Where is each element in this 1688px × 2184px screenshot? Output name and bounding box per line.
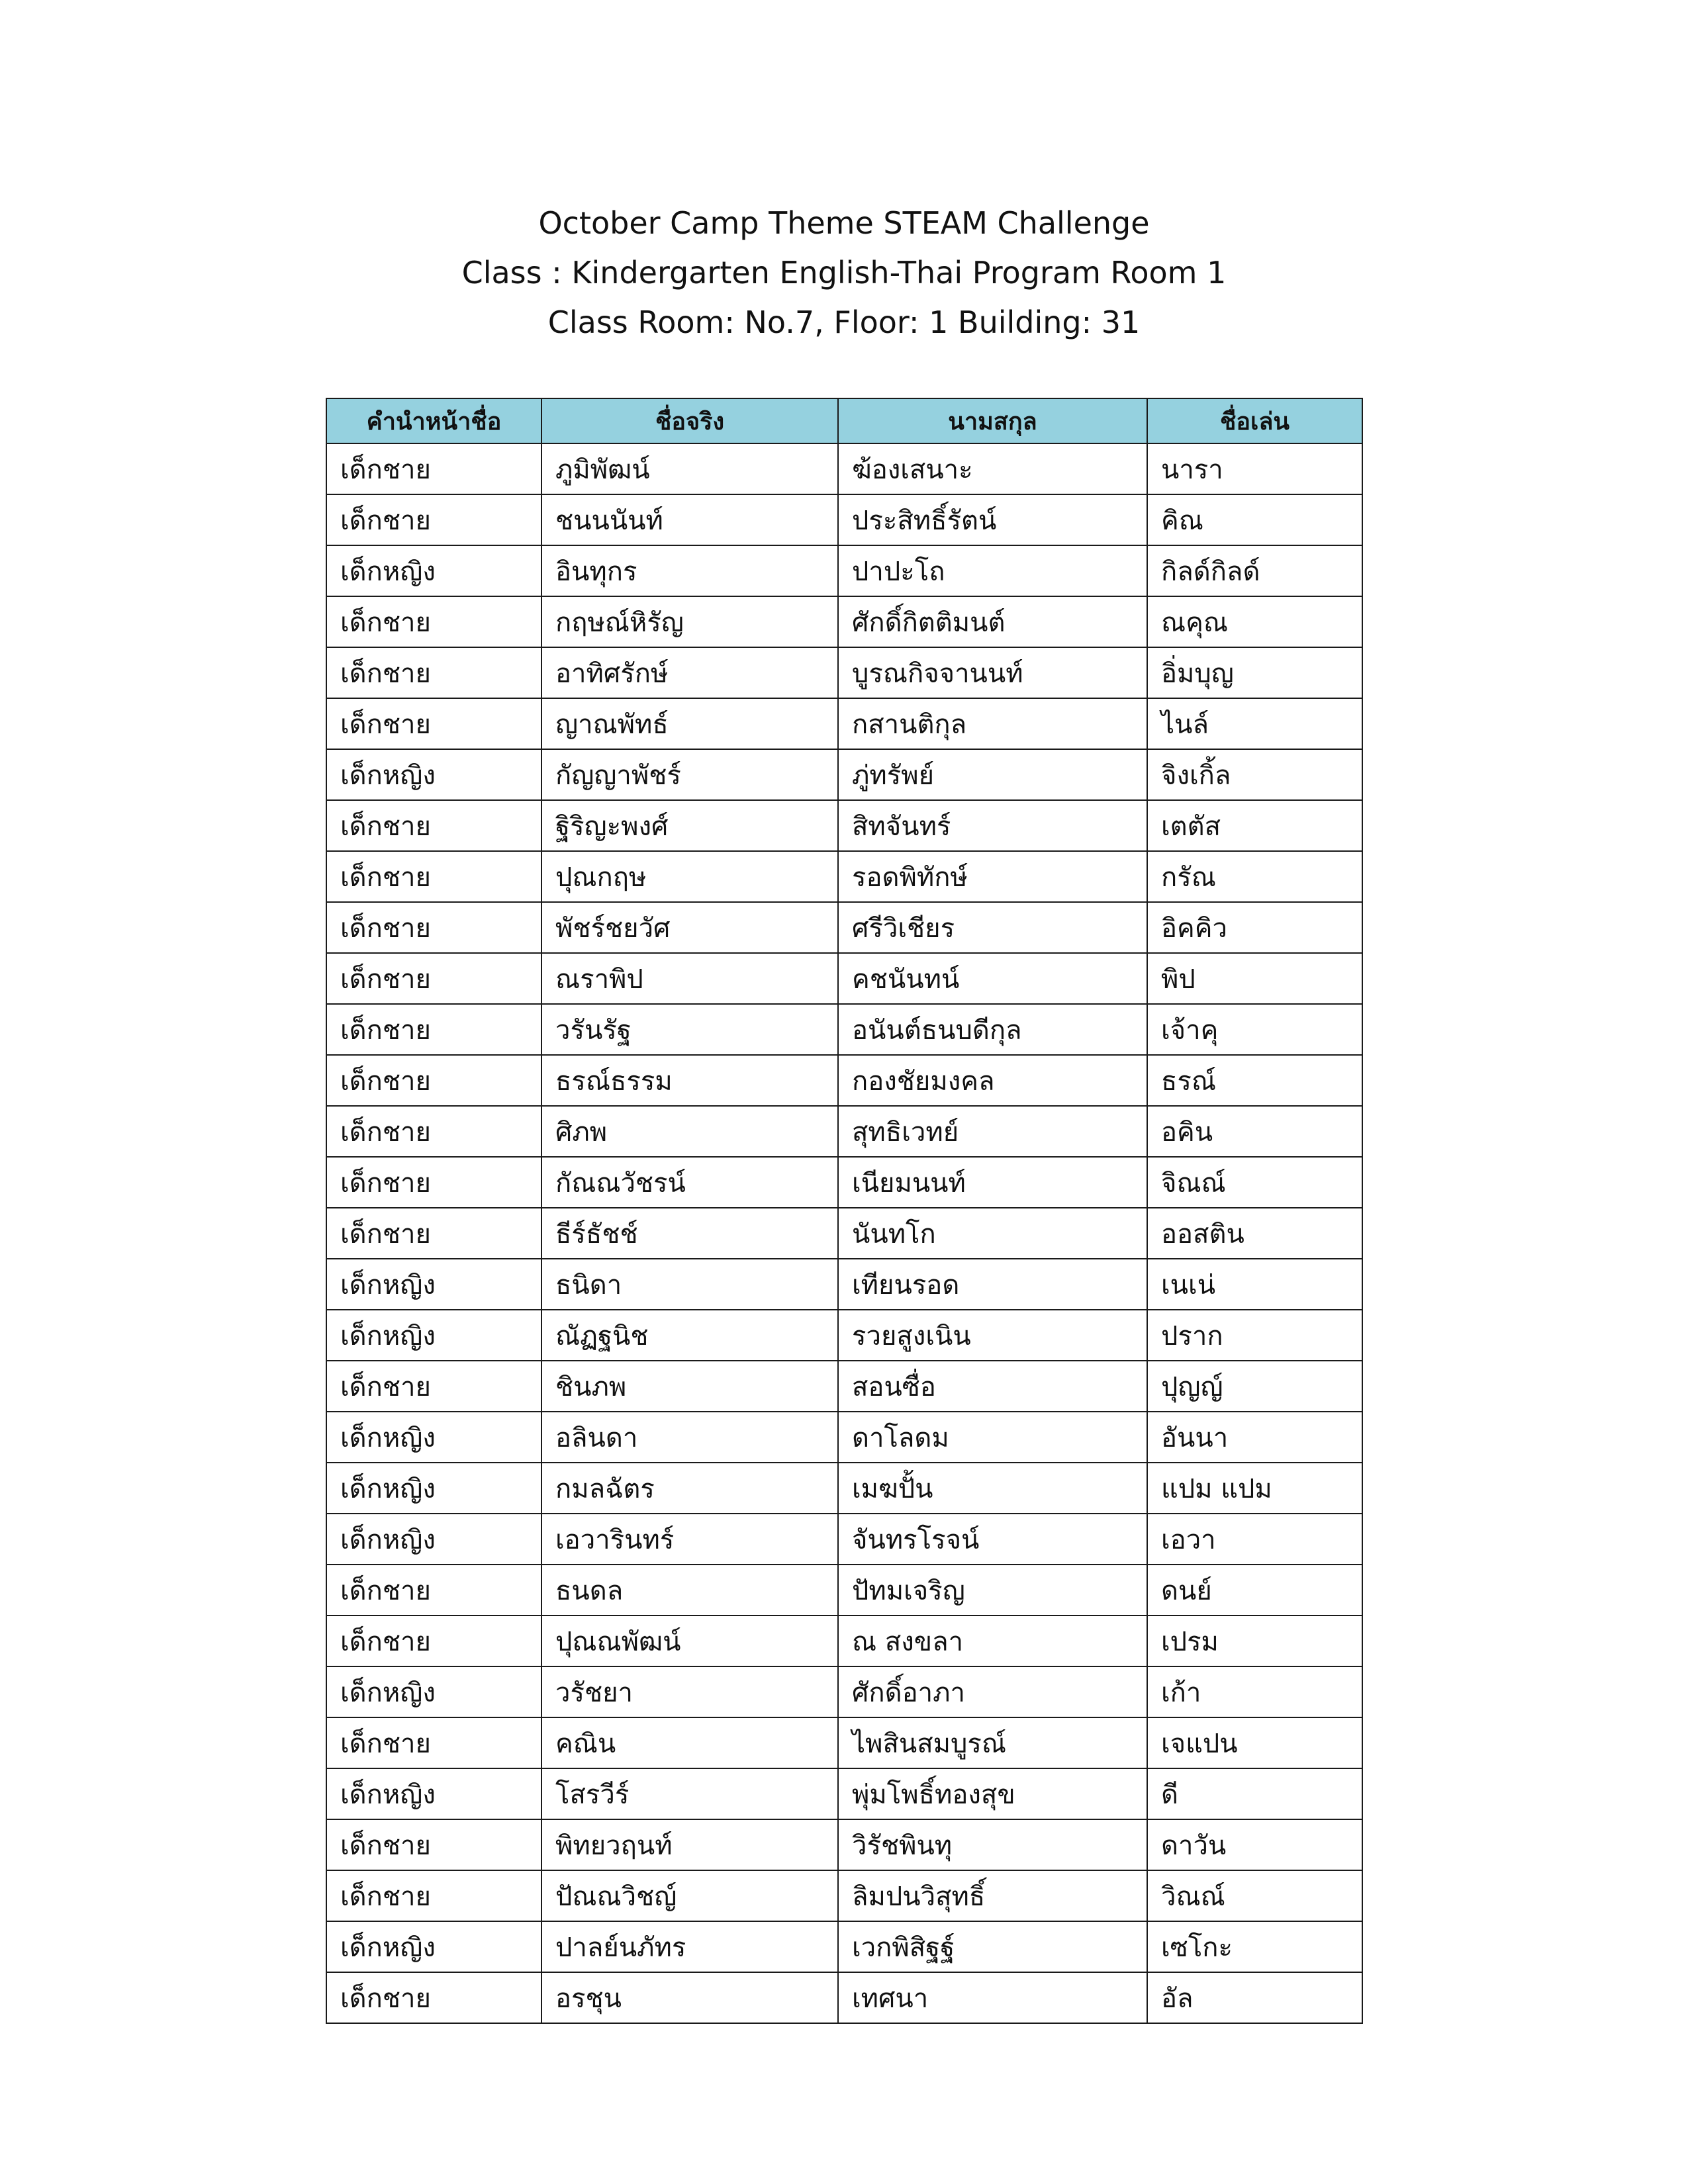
nickname-cell: ดนย์ [1147,1565,1362,1615]
nickname-cell: คิณ [1147,494,1362,545]
document-header [0,199,1688,347]
title-cell: เด็กชาย [326,698,541,749]
surname-cell: คชนันทน์ [838,953,1147,1004]
title-cell: เด็กชาย [326,902,541,953]
surname-cell: ดาโลดม [838,1412,1147,1463]
first-name-cell: อินทุกร [541,545,838,596]
table-row [326,647,1362,698]
nickname-cell: ปราก [1147,1310,1362,1361]
surname-cell: รวยสูงเนิน [838,1310,1147,1361]
first-name-cell: ภูมิพัฒน์ [541,443,838,494]
nickname-cell: ณคุณ [1147,596,1362,647]
title-cell: เด็กหญิง [326,1921,541,1972]
nickname-cell: เจ้าคุ [1147,1004,1362,1055]
nickname-cell: เอวา [1147,1514,1362,1565]
first-name-cell: กมลฉัตร [541,1463,838,1514]
table-row [326,698,1362,749]
table-row [326,749,1362,800]
table-header-row [326,398,1362,443]
surname-cell: กองชัยมงคล [838,1055,1147,1106]
nickname-cell: อัล [1147,1972,1362,2023]
title-cell: เด็กชาย [326,1004,541,1055]
first-name-cell: อรชุน [541,1972,838,2023]
title-cell: เด็กหญิง [326,1514,541,1565]
table-body [326,443,1362,2023]
nickname-cell: เนเน่ [1147,1259,1362,1310]
table-row [326,1972,1362,2023]
first-name-cell: ธีร์ธัชช์ [541,1208,838,1259]
title-cell: เด็กหญิง [326,1666,541,1717]
first-name-cell: พัชร์ชยวัศ [541,902,838,953]
title-cell: เด็กชาย [326,800,541,851]
title-cell: เด็กชาย [326,1717,541,1768]
surname-cell: ลิมปนวิสุทธิ์ [838,1870,1147,1921]
table-row [326,443,1362,494]
title-cell: เด็กหญิง [326,545,541,596]
title-cell: เด็กหญิง [326,1768,541,1819]
first-name-cell: กฤษณ์หิรัญ [541,596,838,647]
first-name-cell: ชินภพ [541,1361,838,1412]
surname-cell: ศรีวิเชียร [838,902,1147,953]
column-header-title: คำนำหน้าชื่อ [326,398,541,443]
surname-cell: ปัทมเจริญ [838,1565,1147,1615]
first-name-cell: วรันรัฐ [541,1004,838,1055]
surname-cell: ณ สงขลา [838,1615,1147,1666]
first-name-cell: กัณณวัชรน์ [541,1157,838,1208]
title-cell: เด็กหญิง [326,1412,541,1463]
surname-cell: ปาปะโถ [838,545,1147,596]
table-row [326,1565,1362,1615]
nickname-cell: จิงเกิ้ล [1147,749,1362,800]
nickname-cell: กิลด์กิลด์ [1147,545,1362,596]
document-title: October Camp Theme STEAM Challenge [538,205,1150,241]
nickname-cell: วิณณ์ [1147,1870,1362,1921]
first-name-cell: กัญญาพัชร์ [541,749,838,800]
first-name-cell: ณราพิป [541,953,838,1004]
table-header [326,398,1362,443]
classroom-line: Class Room: No.7, Floor: 1 Building: 31 [547,304,1141,340]
nickname-cell: เก้า [1147,1666,1362,1717]
first-name-cell: โสรวีร์ [541,1768,838,1819]
first-name-cell: อาทิศรักษ์ [541,647,838,698]
table-row [326,1412,1362,1463]
first-name-cell: ญาณพัทธ์ [541,698,838,749]
nickname-cell: อิ่มบุญ [1147,647,1362,698]
table-row [326,1259,1362,1310]
surname-cell: วิรัชพินทุ [838,1819,1147,1870]
first-name-cell: ณัฏฐนิช [541,1310,838,1361]
title-cell: เด็กชาย [326,494,541,545]
table-row [326,545,1362,596]
table-row [326,1208,1362,1259]
nickname-cell: นารา [1147,443,1362,494]
column-header-surname: นามสกุล [838,398,1147,443]
first-name-cell: ปัณณวิชญ์ [541,1870,838,1921]
nickname-cell: ปุญญ์ [1147,1361,1362,1412]
surname-cell: ภู่ทรัพย์ [838,749,1147,800]
first-name-cell: ธนดล [541,1565,838,1615]
title-cell: เด็กชาย [326,1361,541,1412]
title-cell: เด็กชาย [326,1157,541,1208]
surname-cell: รอดพิทักษ์ [838,851,1147,902]
column-header-nickname: ชื่อเล่น [1147,398,1362,443]
nickname-cell: เจแปน [1147,1717,1362,1768]
surname-cell: จันทรโรจน์ [838,1514,1147,1565]
table-row [326,1004,1362,1055]
first-name-cell: เอวารินทร์ [541,1514,838,1565]
nickname-cell: พิป [1147,953,1362,1004]
nickname-cell: อันนา [1147,1412,1362,1463]
table-row [326,596,1362,647]
first-name-cell: ฐิริญะพงศ์ [541,800,838,851]
first-name-cell: ปุณณพัฒน์ [541,1615,838,1666]
title-cell: เด็กชาย [326,953,541,1004]
title-cell: เด็กหญิง [326,749,541,800]
title-cell: เด็กหญิง [326,1463,541,1514]
table-row [326,1157,1362,1208]
first-name-cell: คณิน [541,1717,838,1768]
first-name-cell: ศิภพ [541,1106,838,1157]
title-cell: เด็กชาย [326,443,541,494]
table-row [326,494,1362,545]
title-cell: เด็กหญิง [326,1259,541,1310]
surname-cell: อนันต์ธนบดีกุล [838,1004,1147,1055]
table-row [326,1310,1362,1361]
title-cell: เด็กชาย [326,647,541,698]
surname-cell: เทศนา [838,1972,1147,2023]
table-row [326,902,1362,953]
first-name-cell: วรัชยา [541,1666,838,1717]
table-row [326,1361,1362,1412]
title-cell: เด็กชาย [326,851,541,902]
nickname-cell: แปม แปม [1147,1463,1362,1514]
surname-cell: นันทโก [838,1208,1147,1259]
nickname-cell: จิณณ์ [1147,1157,1362,1208]
first-name-cell: ปุณกฤษ [541,851,838,902]
table-row [326,800,1362,851]
surname-cell: สุทธิเวทย์ [838,1106,1147,1157]
table-row [326,1768,1362,1819]
nickname-cell: ดาวัน [1147,1819,1362,1870]
table-row [326,1463,1362,1514]
title-cell: เด็กชาย [326,1819,541,1870]
nickname-cell: ไนล์ [1147,698,1362,749]
nickname-cell: อิคคิว [1147,902,1362,953]
table-row [326,1921,1362,1972]
title-cell: เด็กชาย [326,1055,541,1106]
nickname-cell: กรัณ [1147,851,1362,902]
title-cell: เด็กชาย [326,1972,541,2023]
nickname-cell: ธรณ์ [1147,1055,1362,1106]
first-name-cell: ธนิดา [541,1259,838,1310]
table-row [326,1615,1362,1666]
title-cell: เด็กชาย [326,1106,541,1157]
surname-cell: เนียมนนท์ [838,1157,1147,1208]
first-name-cell: ธรณ์ธรรม [541,1055,838,1106]
nickname-cell: ออสติน [1147,1208,1362,1259]
first-name-cell: ปาลย์นภัทร [541,1921,838,1972]
title-cell: เด็กหญิง [326,1310,541,1361]
nickname-cell: อคิน [1147,1106,1362,1157]
table-row [326,1717,1362,1768]
column-header-first-name: ชื่อจริง [541,398,838,443]
surname-cell: ไพสินสมบูรณ์ [838,1717,1147,1768]
table-row [326,1055,1362,1106]
table-row [326,1870,1362,1921]
nickname-cell: เปรม [1147,1615,1362,1666]
surname-cell: ศักดิ์อาภา [838,1666,1147,1717]
first-name-cell: พิทยวฤนท์ [541,1819,838,1870]
table-row [326,953,1362,1004]
surname-cell: เมฆปั้น [838,1463,1147,1514]
table-row [326,851,1362,902]
surname-cell: พุ่มโพธิ์ทองสุข [838,1768,1147,1819]
student-roster-table [326,398,1363,2024]
nickname-cell: เซโกะ [1147,1921,1362,1972]
title-cell: เด็กชาย [326,1870,541,1921]
surname-cell: กสานติกุล [838,698,1147,749]
surname-cell: ศักดิ์กิตติมนต์ [838,596,1147,647]
surname-cell: บูรณกิจจานนท์ [838,647,1147,698]
first-name-cell: อลินดา [541,1412,838,1463]
title-cell: เด็กชาย [326,1208,541,1259]
surname-cell: เวกพิสิฐฐ์ [838,1921,1147,1972]
surname-cell: ฆ้องเสนาะ [838,443,1147,494]
title-cell: เด็กชาย [326,1615,541,1666]
table-row [326,1666,1362,1717]
table-row [326,1106,1362,1157]
table-row [326,1819,1362,1870]
title-cell: เด็กชาย [326,596,541,647]
nickname-cell: เตตัส [1147,800,1362,851]
surname-cell: สิทจันทร์ [838,800,1147,851]
class-line: Class : Kindergarten English-Thai Program Room 1 [461,255,1227,291]
surname-cell: ประสิทธิ์รัตน์ [838,494,1147,545]
table-row [326,1514,1362,1565]
surname-cell: เทียนรอด [838,1259,1147,1310]
nickname-cell: ดี [1147,1768,1362,1819]
surname-cell: สอนซื่อ [838,1361,1147,1412]
first-name-cell: ชนนนันท์ [541,494,838,545]
title-cell: เด็กชาย [326,1565,541,1615]
